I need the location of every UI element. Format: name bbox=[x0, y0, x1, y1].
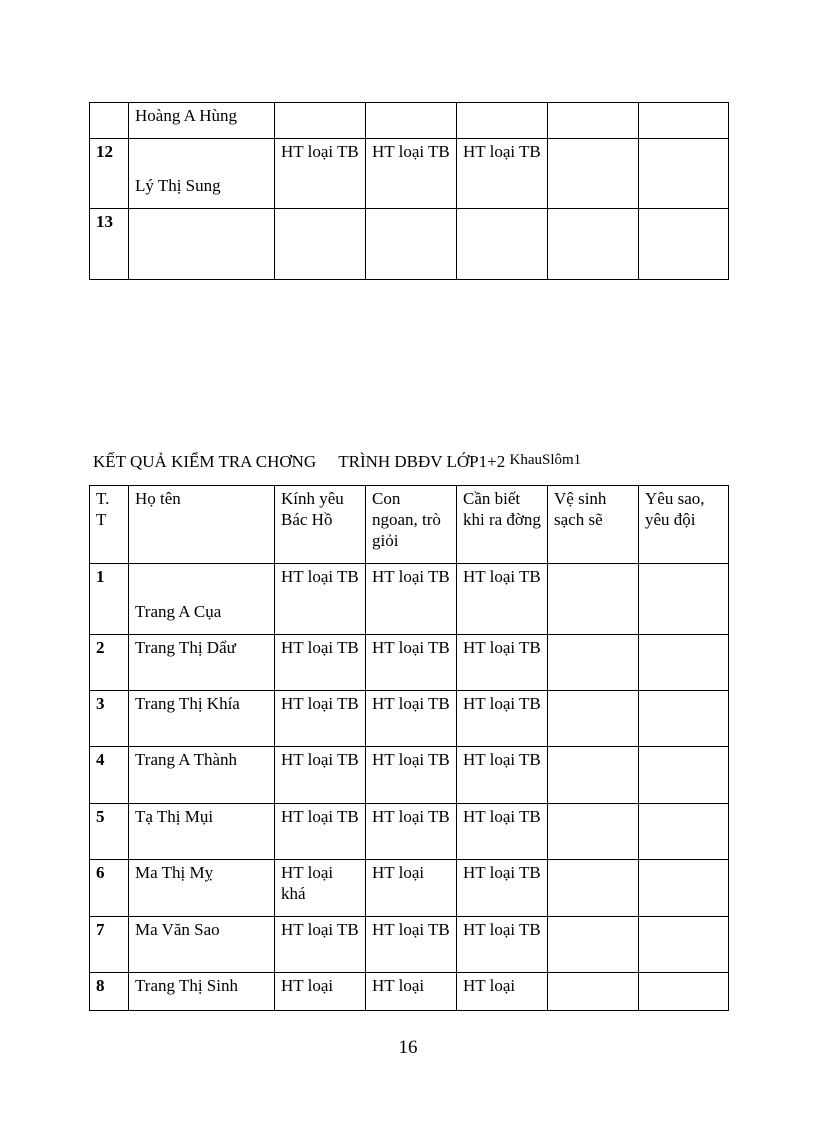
column-header: T. T bbox=[90, 486, 129, 564]
table-row bbox=[90, 917, 729, 973]
row-number: 3 bbox=[90, 691, 129, 747]
score-cell: HT loại TB bbox=[457, 860, 548, 917]
score-cell bbox=[457, 103, 548, 139]
table-row bbox=[90, 635, 729, 691]
score-cell: HT loại TB bbox=[275, 635, 366, 691]
score-cell bbox=[548, 747, 639, 804]
score-cell bbox=[639, 139, 729, 209]
row-number: 13 bbox=[90, 209, 129, 280]
row-number: 8 bbox=[90, 973, 129, 1011]
table-row bbox=[90, 804, 729, 860]
score-cell: HT loại TB bbox=[366, 804, 457, 860]
score-cell bbox=[548, 691, 639, 747]
table-row bbox=[90, 973, 729, 1011]
score-cell: HT loại bbox=[366, 973, 457, 1011]
score-cell: HT loại TB bbox=[275, 691, 366, 747]
column-header: Con ngoan, trò giỏi bbox=[366, 486, 457, 564]
table-row bbox=[90, 103, 729, 139]
score-cell: HT loại TB bbox=[275, 804, 366, 860]
student-name: Trang A Thành bbox=[129, 747, 275, 804]
title-part-2: TRÌNH DBĐV LỚP1+2 bbox=[338, 452, 506, 471]
score-cell bbox=[639, 747, 729, 804]
title-part-1: KẾT QUẢ KIỂM TRA CHƠNG bbox=[93, 452, 317, 471]
score-cell: HT loại TB bbox=[275, 139, 366, 209]
score-cell: HT loại TB bbox=[457, 139, 548, 209]
student-name: Lý Thị Sung bbox=[129, 139, 275, 209]
page-number: 16 bbox=[398, 1037, 418, 1058]
score-cell: HT loại TB bbox=[457, 804, 548, 860]
score-cell bbox=[366, 209, 457, 280]
column-header: Họ tên bbox=[129, 486, 275, 564]
score-cell bbox=[548, 804, 639, 860]
score-cell bbox=[548, 917, 639, 973]
score-cell bbox=[548, 635, 639, 691]
results-table bbox=[89, 485, 729, 1011]
score-cell: HT loại bbox=[275, 973, 366, 1011]
row-number bbox=[90, 103, 129, 139]
student-name: Ma Thị Mỵ bbox=[129, 860, 275, 917]
score-cell bbox=[275, 103, 366, 139]
column-header: Kính yêu Bác Hồ bbox=[275, 486, 366, 564]
score-cell bbox=[639, 973, 729, 1011]
score-cell bbox=[548, 103, 639, 139]
score-cell bbox=[639, 804, 729, 860]
column-header: Vệ sinh sạch sẽ bbox=[548, 486, 639, 564]
row-number: 5 bbox=[90, 804, 129, 860]
table-row bbox=[90, 747, 729, 804]
section-title bbox=[93, 452, 581, 472]
score-cell: HT loại TB bbox=[457, 691, 548, 747]
score-cell bbox=[639, 103, 729, 139]
student-name: Trang Thị Dẩư bbox=[129, 635, 275, 691]
column-header: Yêu sao, yêu đội bbox=[639, 486, 729, 564]
score-cell bbox=[639, 917, 729, 973]
score-cell bbox=[639, 564, 729, 635]
row-number: 2 bbox=[90, 635, 129, 691]
score-cell: HT loại TB bbox=[275, 917, 366, 973]
score-cell: HT loại TB bbox=[366, 691, 457, 747]
row-number: 12 bbox=[90, 139, 129, 209]
score-cell bbox=[548, 209, 639, 280]
score-cell: HT loại TB bbox=[275, 564, 366, 635]
score-cell: HT loại TB bbox=[366, 564, 457, 635]
column-header: Cần biết khi ra đờng bbox=[457, 486, 548, 564]
student-name: Trang Thị Khía bbox=[129, 691, 275, 747]
row-number: 1 bbox=[90, 564, 129, 635]
score-cell: HT loại TB bbox=[457, 635, 548, 691]
student-name: Tạ Thị Mụi bbox=[129, 804, 275, 860]
score-cell bbox=[639, 635, 729, 691]
score-cell bbox=[639, 860, 729, 917]
score-cell bbox=[366, 103, 457, 139]
row-number: 7 bbox=[90, 917, 129, 973]
student-name: Trang Thị Sinh bbox=[129, 973, 275, 1011]
score-cell bbox=[639, 209, 729, 280]
table-row bbox=[90, 860, 729, 917]
student-name: Ma Văn Sao bbox=[129, 917, 275, 973]
score-cell bbox=[548, 973, 639, 1011]
score-cell bbox=[457, 209, 548, 280]
table-row bbox=[90, 139, 729, 209]
title-subscript: KhauSlôm1 bbox=[509, 452, 582, 468]
table-row bbox=[90, 564, 729, 635]
score-cell: HT loại khá bbox=[275, 860, 366, 917]
student-name: Hoàng A Hùng bbox=[129, 103, 275, 139]
score-cell: HT loại TB bbox=[366, 635, 457, 691]
score-cell bbox=[639, 691, 729, 747]
student-name: Trang A Cụa bbox=[129, 564, 275, 635]
score-cell: HT loại TB bbox=[366, 139, 457, 209]
score-cell: HT loại TB bbox=[457, 917, 548, 973]
score-cell bbox=[275, 209, 366, 280]
score-cell: HT loại TB bbox=[275, 747, 366, 804]
table-row bbox=[90, 209, 729, 280]
table-row bbox=[90, 691, 729, 747]
score-cell: HT loại bbox=[366, 860, 457, 917]
score-cell: HT loại TB bbox=[457, 564, 548, 635]
score-cell: HT loại bbox=[457, 973, 548, 1011]
score-cell: HT loại TB bbox=[366, 917, 457, 973]
table-header-row bbox=[90, 486, 729, 564]
row-number: 4 bbox=[90, 747, 129, 804]
score-cell: HT loại TB bbox=[457, 747, 548, 804]
score-cell bbox=[548, 139, 639, 209]
score-cell bbox=[548, 860, 639, 917]
score-cell bbox=[548, 564, 639, 635]
student-name bbox=[129, 209, 275, 280]
upper-results-table bbox=[89, 102, 729, 280]
row-number: 6 bbox=[90, 860, 129, 917]
score-cell: HT loại TB bbox=[366, 747, 457, 804]
